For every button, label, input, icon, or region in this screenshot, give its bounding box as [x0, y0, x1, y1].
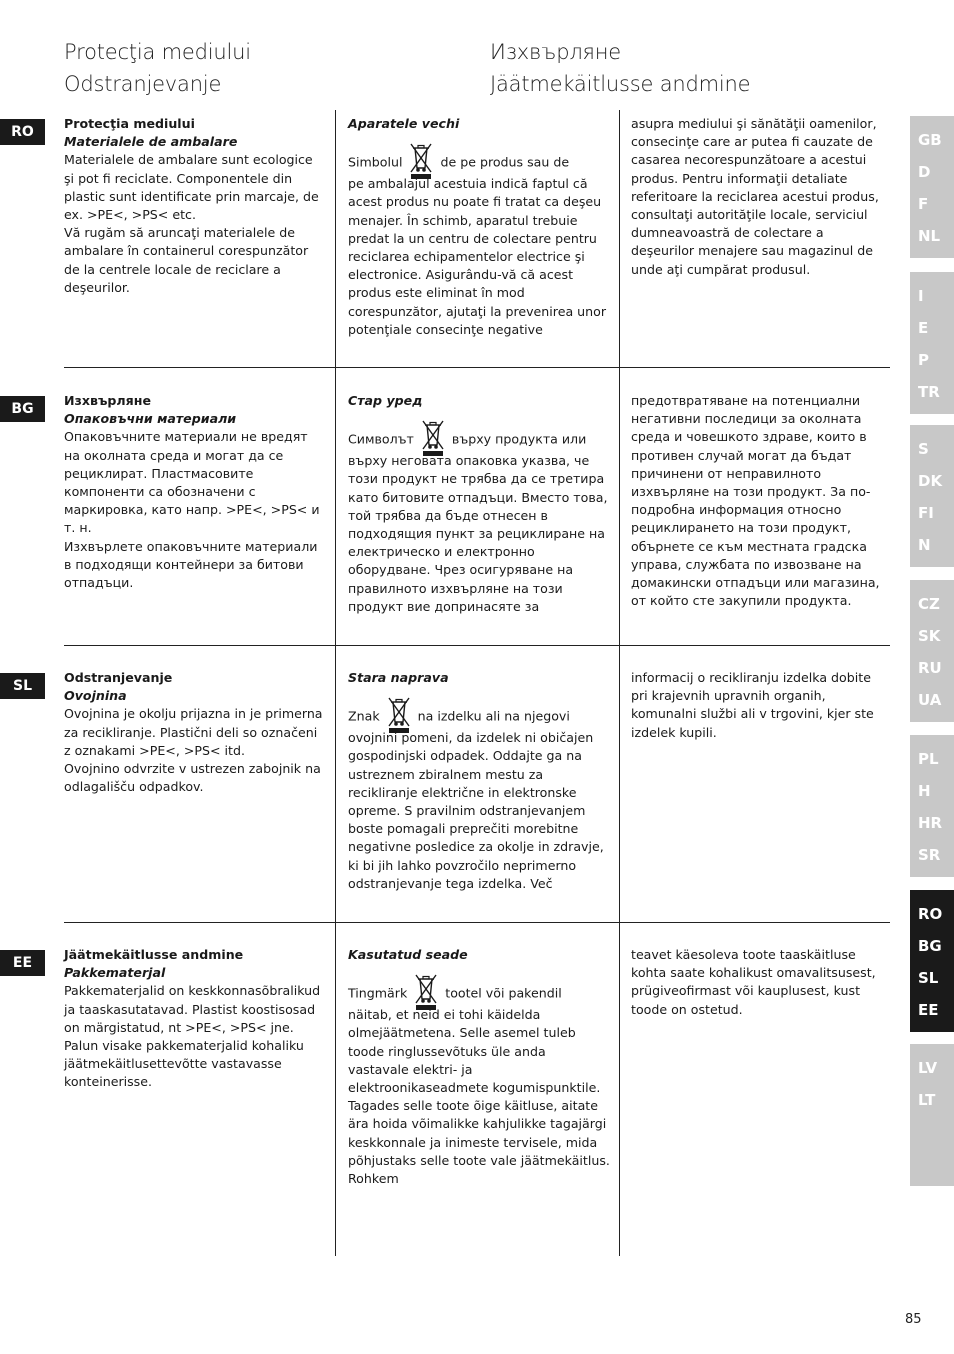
- language-code: LV: [918, 1059, 938, 1077]
- language-code: P: [918, 351, 929, 369]
- language-tab-group[interactable]: [910, 735, 954, 877]
- section-ro-col3: [631, 115, 889, 279]
- section-subtitle: Pakkematerjal: [64, 965, 166, 981]
- language-tab-group[interactable]: [910, 1044, 954, 1186]
- section-ro-col2: [348, 115, 610, 339]
- body-text: teavet käesoleva toote taaskäitluse kohta saate kohalikust omavalitsusest, prügiveofirmast või kauplusest, kust toode on ostetud.: [631, 947, 876, 1017]
- language-code: F: [918, 195, 929, 213]
- section-subtitle: Kasutatud seade: [348, 947, 468, 962]
- language-code: HR: [918, 814, 943, 832]
- language-badge-ro: RO: [0, 119, 45, 145]
- header-left-subtitle: Odstranjevanje: [64, 72, 222, 96]
- section-subtitle: Materialele de ambalare: [64, 134, 238, 150]
- language-code: EE: [918, 1001, 939, 1019]
- header-left-title: Protecţia mediului: [64, 40, 251, 64]
- language-code: CZ: [918, 595, 940, 613]
- language-code: SL: [918, 969, 939, 987]
- section-title: Jäätmekäitlusse andmine: [64, 947, 244, 962]
- section-title: Odstranjevanje: [64, 670, 173, 685]
- language-code: RO: [918, 905, 943, 923]
- body-text: предотвратяване на потенциални негативни последици за околната среда и човешкото здраве, които в противен случай могат да бъдат причинени от неправилното изхвърляне на този продукт. За по-подробна информация относно рециклирането на този продукт, обърнете се към местната градска управа, службата по извозване на домакински отпадъци или магазина, от който сте закупили продукта.: [631, 393, 880, 609]
- language-code: D: [918, 163, 931, 181]
- body-text: Опаковъчните материали не вредят на околната среда и могат да се рециклират. Пластмасовите компоненти са обозначени с маркировка, като напр. >PE<, >PS< и т. н.: [64, 429, 320, 536]
- body-text: Ovojnina je okolju prijazna in je primerna za recikliranje. Plastični deli so označeni z oznakami >PE<, >PS< itd.: [64, 706, 323, 758]
- language-code: PL: [918, 750, 939, 768]
- section-subtitle: Stara naprava: [348, 670, 449, 685]
- section-bg-col2: [348, 392, 610, 616]
- body-text: asupra mediului şi sănătăţii oamenilor, consecinţe care ar putea fi cauzate de casarea necorespunzătoare a acestui produs. Pentru informaţii detaliate referitoare la reciclarea acestui produs, consultaţi autorităţile locale, serviciul dumneavoastră de colectare a deşeurilor menajere sau magazinul de unde aţi cumpărat produsul.: [631, 116, 879, 277]
- section-ro-col1: [64, 115, 326, 297]
- section-bg-col3: [631, 392, 889, 610]
- language-tab-group[interactable]: [910, 580, 954, 722]
- column-divider: [335, 110, 336, 1256]
- body-text: Tingmärk: [348, 985, 408, 1001]
- language-code: UA: [918, 691, 942, 709]
- language-badge-ee: EE: [0, 950, 45, 976]
- section-sl-col3: [631, 669, 889, 742]
- body-text: pe ambalajul acestuia indică faptul că acest produs nu poate fi tratat ca deşeu menajer. În schimb, aparatul trebuie predat la un centru de colectare pentru reciclarea echipamentelor electrice şi electronice. Asigurându-vă că acest produs este eliminat în mod corespunzător, ajutaţi la prevenirea unor potenţiale consecinţe negative: [348, 176, 607, 337]
- section-subtitle: Ovojnina: [64, 688, 127, 704]
- body-text: Palun visake pakkematerjalid kohaliku jäätmekäitlusettevõtte vastavasse konteinerisse.: [64, 1038, 304, 1090]
- weee-bin-icon: [413, 972, 439, 1010]
- body-text: de pe produs sau de: [440, 154, 570, 170]
- section-subtitle: Опаковъчни материали: [64, 411, 237, 427]
- body-text: Символът: [348, 431, 414, 447]
- language-code: I: [918, 287, 924, 305]
- language-badge-bg: BG: [0, 396, 45, 422]
- section-bg-col1: [64, 392, 326, 592]
- body-text: върху неговата опаковка указва, че този продукт не трябва да се третира като битовите отпадъци. Вместо това, той трябва да бъде отнесен в подходящия пункт за рециклиране на електрическо и електронно оборудване. Чрез осигуряване на правилното изхвърляне на този продукт вие допринасяте за: [348, 453, 608, 614]
- language-tab-group[interactable]: [910, 116, 954, 258]
- header-right-title: Изхвърляне: [490, 40, 622, 64]
- body-text: Изхвърлете опаковъчните материали в подходящи контейнери за битови отпадъци.: [64, 538, 318, 591]
- weee-bin-icon: [420, 418, 446, 456]
- section-divider: [64, 645, 890, 646]
- language-code: DK: [918, 472, 943, 490]
- body-text: Simbolul: [348, 154, 403, 170]
- language-code: S: [918, 440, 929, 458]
- language-tab-group-active[interactable]: [910, 890, 954, 1032]
- language-code: NL: [918, 227, 941, 245]
- section-ee-col3: [631, 946, 889, 1019]
- body-text: näitab, et neid ei tohi käidelda olmejäätmetena. Selle asemel tuleb toode ringlussevõtuks üle anda vastavale elektri- ja elektroonikaseadmete kogumispunktile. Tagades selle toote õige käitluse, aitate ära hoida võimalikke kahjulikke tagajärgi keskkonnale ja inimeste tervisele, mida põhjustaks selle toote vale jäätmekäitlus. Rohkem: [348, 1007, 610, 1187]
- section-title: Protecţia mediului: [64, 116, 195, 131]
- section-ee-col1: [64, 946, 326, 1092]
- body-text: върху продукта или: [451, 431, 587, 447]
- section-subtitle: Стар уред: [348, 393, 423, 408]
- language-tab-group[interactable]: [910, 272, 954, 414]
- section-title: Изхвърляне: [64, 393, 151, 408]
- body-text: Ovojnino odvrzite v ustrezen zabojnik na odlagališču odpadkov.: [64, 761, 321, 795]
- section-subtitle: Aparatele vechi: [348, 116, 460, 131]
- section-divider: [64, 367, 890, 368]
- body-text: informacij o recikliranju izdelka dobite pri krajevnih upravnih organih, komunalni službi ali v trgovini, kjer ste izdelek kupili.: [631, 670, 874, 740]
- language-code: FI: [918, 504, 934, 522]
- weee-bin-icon: [408, 141, 434, 179]
- language-code: LT: [918, 1091, 936, 1109]
- column-divider: [619, 110, 620, 1256]
- language-code: RU: [918, 659, 942, 677]
- language-tab-group[interactable]: [910, 425, 954, 567]
- body-text: Znak: [348, 708, 380, 724]
- language-code: H: [918, 782, 931, 800]
- body-text: Vă rugăm să aruncaţi materialele de ambalare în containerul corespunzător de la centrele locale de reciclare a deşeurilor.: [64, 225, 309, 295]
- language-code: E: [918, 319, 929, 337]
- body-text: na izdelku ali na njegovi: [417, 708, 570, 724]
- language-code: N: [918, 536, 931, 554]
- section-sl-col2: [348, 669, 610, 893]
- body-text: ovojnini pomeni, da izdelek ni običajen gospodinjski odpadek. Oddajte ga na ustreznem zbiralnem mestu za recikliranje električne in elektronske opreme. S pravilnim odstranjevanjem boste pomagali preprečiti morebitne negativne posledice za okolje in zdravje, ki bi jih lahko povzročilo neprimerno odstranjevanje tega izdelka. Več: [348, 730, 604, 891]
- weee-bin-icon: [386, 695, 412, 733]
- page-number: 85: [905, 1312, 922, 1327]
- body-text: Pakkematerjalid on keskkonnasõbralikud ja taaskasutatavad. Plastist koostisosad on märgistatud, nt >PE<, >PS< jne.: [64, 983, 321, 1035]
- section-divider: [64, 922, 890, 923]
- body-text: Materialele de ambalare sunt ecologice şi pot fi reciclate. Componentele din plastic sunt identificate prin marcaje, de ex. >PE<, >PS< etc.: [64, 152, 319, 223]
- language-badge-sl: SL: [0, 673, 45, 699]
- language-code: SK: [918, 627, 941, 645]
- language-code: TR: [918, 383, 940, 401]
- language-code: BG: [918, 937, 942, 955]
- section-sl-col1: [64, 669, 326, 796]
- header-right-subtitle: Jäätmekäitlusse andmine: [490, 72, 751, 96]
- language-code: GB: [918, 131, 942, 149]
- language-code: SR: [918, 846, 941, 864]
- body-text: tootel või pakendil: [445, 985, 562, 1001]
- section-ee-col2: [348, 946, 610, 1188]
